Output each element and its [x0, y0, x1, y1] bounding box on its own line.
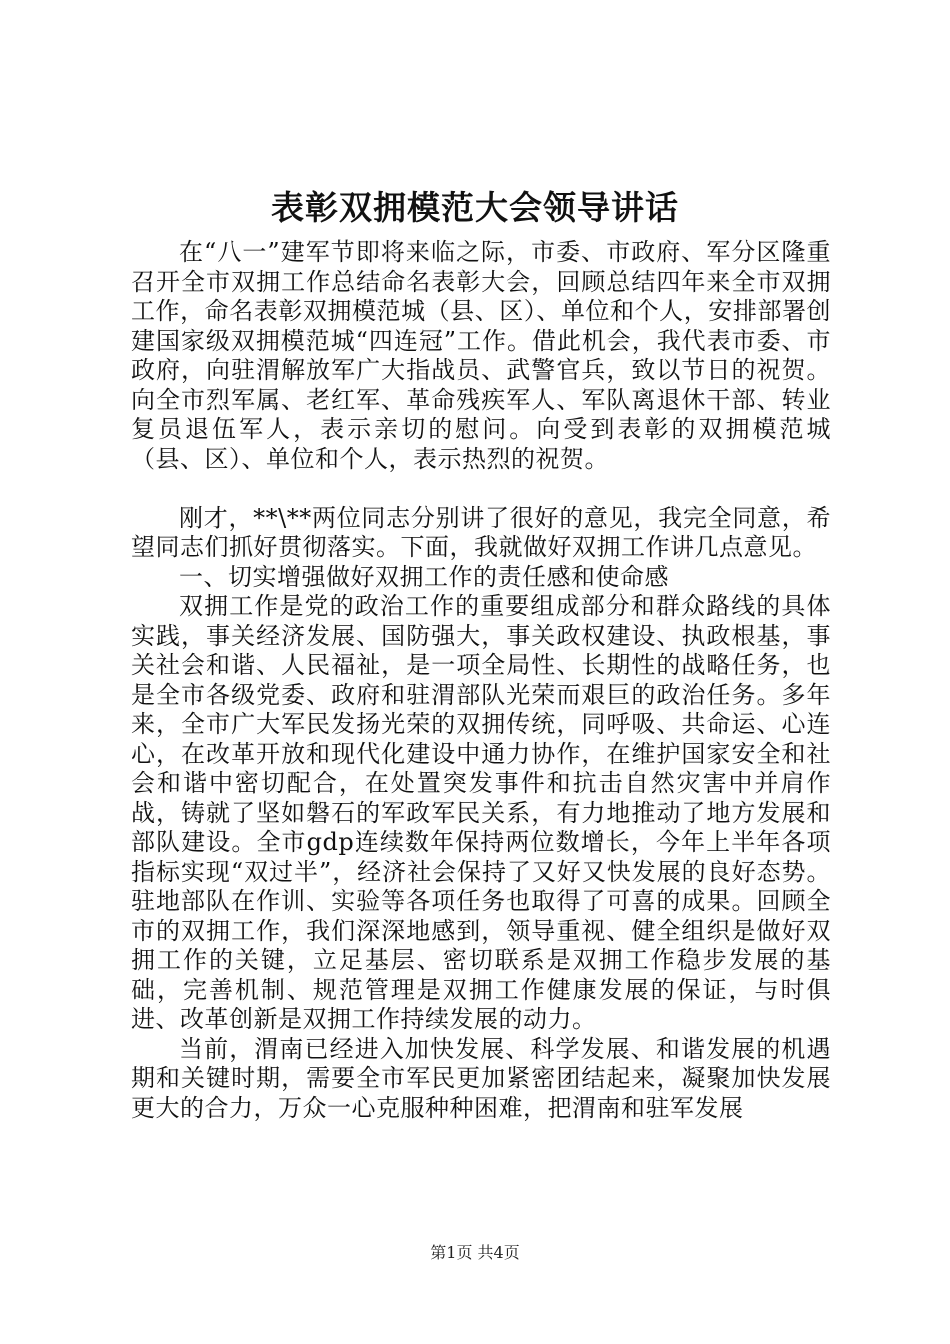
section-heading-1: 一、切实增强做好双拥工作的责任感和使命感 [179, 562, 669, 591]
paragraph-section-1: 双拥工作是党的政治工作的重要组成部分和群众路线的具体实践，事关经济发展、国防强大，事关政权建设、执政根基，事关社会和谐、人民福祉，是一项全局性、长期性的战略任务，也是全市各级党委、政府和驻渭部队光荣而艰巨的政治任务。多年来，全市广大军民发扬光荣的双拥传统，同呼吸、共命运、心连心，在改革开放和现代化建设中通力协作，在维护国家安全和社会和谐中密切配合，在处置突发事件和抗击自然灾害中并肩作战，铸就了坚如磐石的军政军民关系，有力地推动了地方发展和部队建设。全市gdp连续数年保持两位数增长，今年上半年各项指标实现“双过半”，经济社会保持了又好又快发展的良好态势。驻地部队在作训、实验等各项任务也取得了可喜的成果。回顾全市的双拥工作，我们深深地感到，领导重视、健全组织是做好双拥工作的关键，立足基层、密切联系是双拥工作稳步发展的基础，完善机制、规范管理是双拥工作健康发展的保证，与时俱进、改革创新是双拥工作持续发展的动力。 [131, 592, 831, 1033]
paragraph-agreement: 刚才，**\**两位同志分别讲了很好的意见，我完全同意，希望同志们抓好贯彻落实。下面，我就做好双拥工作讲几点意见。 [131, 503, 831, 561]
document-title: 表彰双拥模范大会领导讲话 [271, 188, 679, 227]
paragraph-intro: 在“八一”建军节即将来临之际，市委、市政府、军分区隆重召开全市双拥工作总结命名表彰大会，回顾总结四年来全市双拥工作，命名表彰双拥模范城（县、区）、单位和个人，安排部署创建国家级双拥模范城“四连冠”工作。借此机会，我代表市委、市政府，向驻渭解放军广大指战员、武警官兵，致以节日的祝贺。向全市烈军属、老红军、革命残疾军人、军队离退休干部、转业复员退伍军人，表示亲切的慰问。向受到表彰的双拥模范城（县、区）、单位和个人，表示热烈的祝贺。 [131, 238, 831, 473]
page-number-footer: 第1页 共4页 [430, 1243, 520, 1262]
paragraph-current-situation: 当前，渭南已经进入加快发展、科学发展、和谐发展的机遇期和关键时期，需要全市军民更加紧密团结起来，凝聚加快发展更大的合力，万众一心克服种种困难，把渭南和驻军发展 [131, 1034, 831, 1122]
document-body [131, 238, 831, 1123]
